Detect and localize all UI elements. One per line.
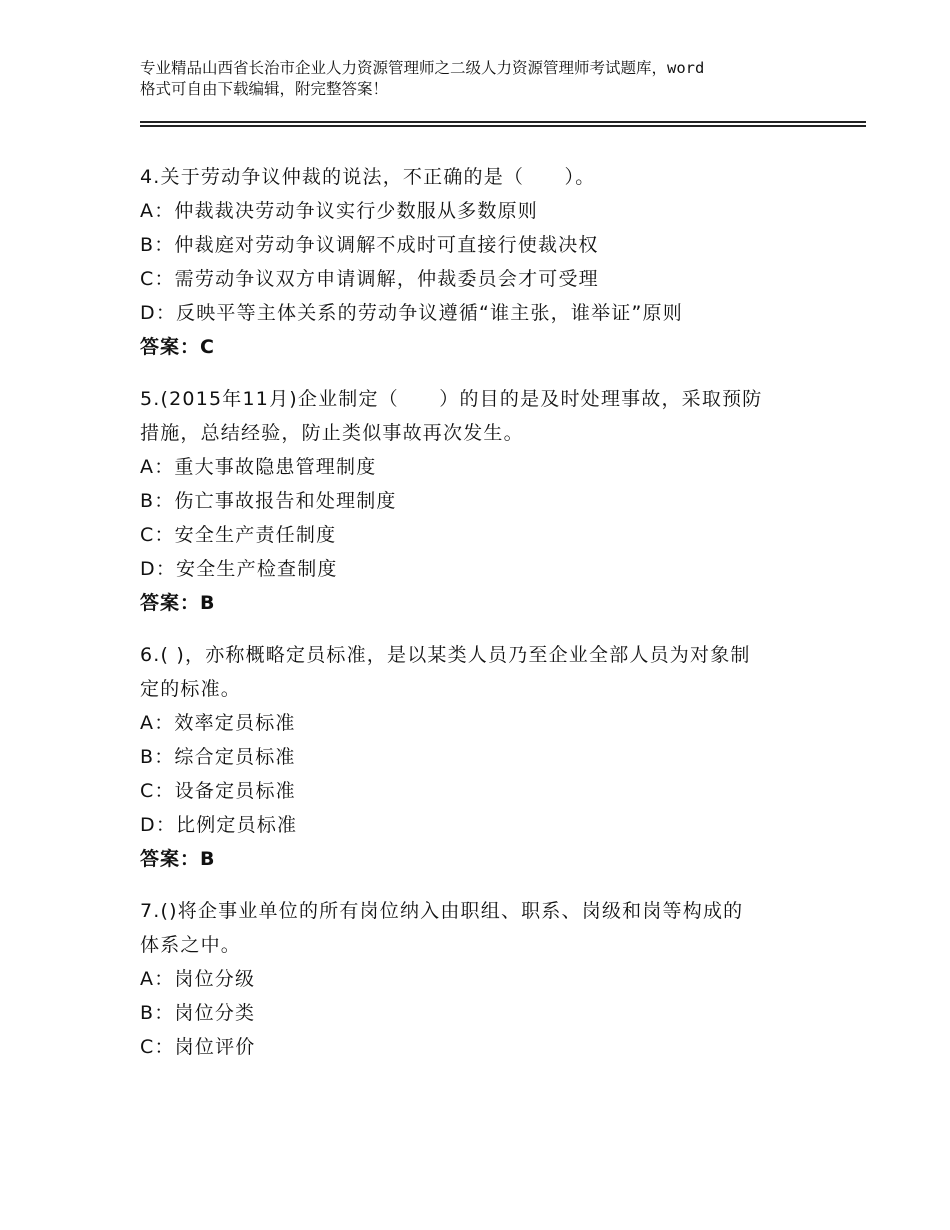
header-line-2: 格式可自由下载编辑，附完整答案！ [140,80,389,98]
question-stem: 7.()将企事业单位的所有岗位纳入由职组、职系、岗级和岗等构成的 [140,900,744,922]
answer-option: D：比例定员标准 [140,814,298,836]
question-list [140,160,810,1082]
question-stem: 体系之中。 [140,934,242,956]
answer-option: D：安全生产检查制度 [140,558,338,580]
question-block [140,894,810,1064]
answer-option: B：综合定员标准 [140,746,296,768]
answer-option: A：效率定员标准 [140,712,296,734]
answer-option: A：岗位分级 [140,968,256,990]
answer-option: C：设备定员标准 [140,780,296,802]
answer-option: B：岗位分类 [140,1002,256,1024]
answer-option: A：重大事故隐患管理制度 [140,456,377,478]
answer-option: C：岗位评价 [140,1036,256,1058]
header-rule-bottom [140,125,866,127]
answer-option: B：仲裁庭对劳动争议调解不成时可直接行使裁决权 [140,234,599,256]
question-stem: 6.( )，亦称概略定员标准，是以某类人员乃至企业全部人员为对象制 [140,644,751,666]
document-header [140,58,820,100]
question-block [140,638,810,876]
answer-option: A：仲裁裁决劳动争议实行少数服从多数原则 [140,200,538,222]
question-stem: 4.关于劳动争议仲裁的说法，不正确的是（ ）。 [140,166,596,188]
answer-key: 答案：B [140,592,216,614]
answer-key: 答案：B [140,848,216,870]
answer-option: C：安全生产责任制度 [140,524,337,546]
answer-option: B：伤亡事故报告和处理制度 [140,490,397,512]
header-line-1: 专业精品山西省长治市企业人力资源管理师之二级人力资源管理师考试题库，word [140,59,705,77]
answer-option: D：反映平等主体关系的劳动争议遵循“谁主张，谁举证”原则 [140,302,683,324]
question-stem: 5.(2015年11月)企业制定（ ）的目的是及时处理事故，采取预防 [140,388,763,410]
answer-key: 答案：C [140,336,215,358]
question-stem: 定的标准。 [140,678,242,700]
header-rule-top [140,121,866,123]
question-block [140,382,810,620]
question-block [140,160,810,364]
answer-option: C：需劳动争议双方申请调解，仲裁委员会才可受理 [140,268,599,290]
question-stem: 措施，总结经验，防止类似事故再次发生。 [140,422,524,444]
